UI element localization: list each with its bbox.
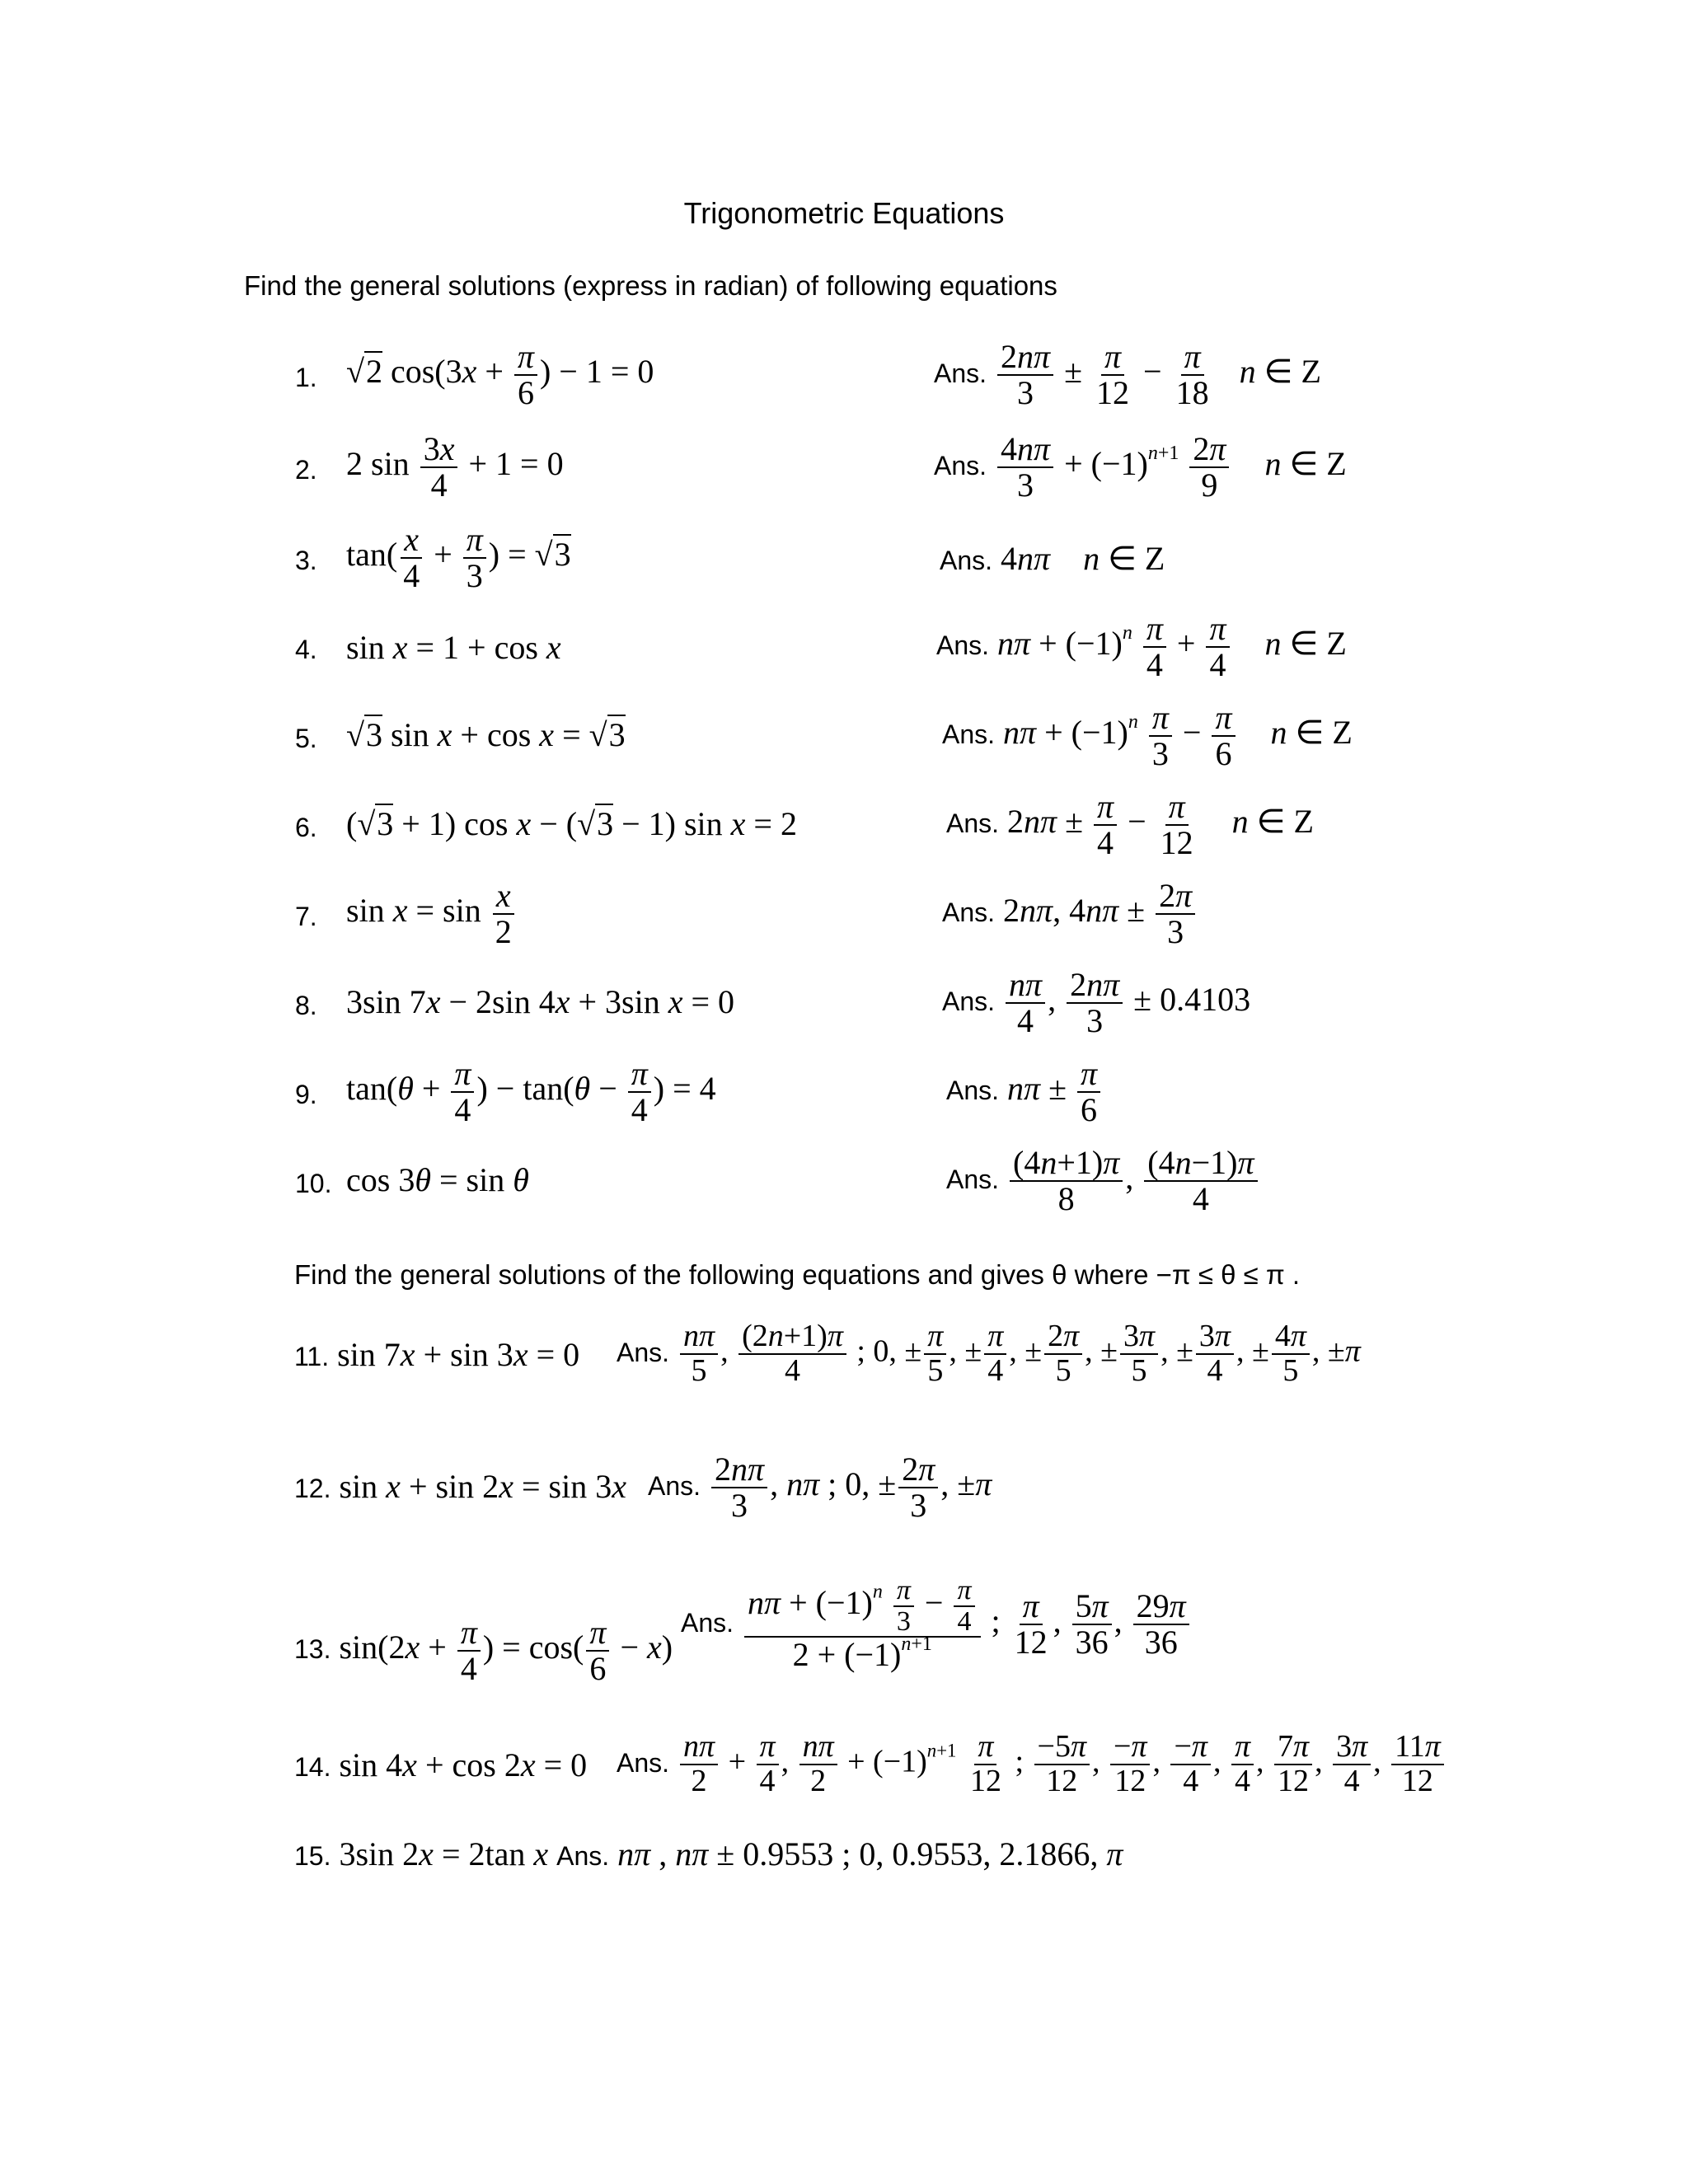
problem-15: 15. 3sin 2x = 2tan x Ans. nπ , nπ ± 0.9553 ; 0, 0.9553, 2.1866, π	[294, 1835, 1123, 1872]
answer: Ans. $n\pi + (-1)^n$ $\frac{\pi}{3}$ − $\frac{\pi}{4}$ $2 + (-1)^{n+1}$ ; $\frac{\pi}{12}$ , $\frac{5\pi}{36}$ , $\frac{29\pi}{36}$	[681, 1576, 1192, 1672]
problem-number: 12.	[294, 1474, 331, 1503]
equation: (√3 + 1) cos x − (√3 − 1) sin x = 2	[346, 805, 797, 842]
problem-11: 11. sin 7x + sin 3x = 0	[294, 1336, 580, 1373]
equation: cos 3θ = sin θ	[346, 1161, 529, 1198]
instruction-general: Find the general solutions (express in radian) of following equations	[244, 270, 1057, 301]
equation: sin x = sin $\frac{x}{2}$	[346, 879, 518, 949]
answer: Ans. 4nπ n ∈ Z	[940, 540, 1165, 577]
equation: tan(θ + $\frac{\pi}{4}$ ) − tan(θ − $\frac{\pi}{4}$ ) = 4	[346, 1055, 716, 1128]
answer: Ans. $\frac{n\pi}{2}$ + $\frac{\pi}{4}$ , $\frac{n\pi}{2}$ + $(-1)^{n+1}$ $\frac{\pi}{12}$ ; $\frac{-5\pi}{12}$ , $\frac{-\pi}{12}$ , $\frac{-\pi}{4}$ , $\frac{\pi}{4}$ , $\frac{7\pi}{12}$ , $\frac{3\pi}{4}$ , $\frac{11\pi}{12}$	[617, 1731, 1447, 1798]
problem-number: 9.	[295, 1080, 317, 1109]
ans-label: Ans.	[946, 1165, 1000, 1195]
ans-label: Ans.	[681, 1607, 734, 1638]
equation: sin x = 1 + cos x	[346, 629, 561, 666]
answer: Ans. $\frac{n\pi}{4}$ , $\frac{2n\pi}{3}$ ± 0.4103	[942, 966, 1251, 1039]
answer: Ans. $\frac{(4n+1)\pi}{8}$ , $\frac{(4n-1)\pi}{4}$	[946, 1146, 1260, 1216]
answer: Ans. $\frac{4n\pi}{3}$ + $(-1)^{n+1}$ $\frac{2\pi}{9}$ n ∈ Z	[934, 430, 1347, 504]
problem-12: 12. sin x + sin 2x = sin 3x	[294, 1468, 626, 1505]
ans-label: Ans.	[942, 987, 996, 1017]
problem-number: 14.	[294, 1752, 331, 1782]
ans-label: Ans.	[617, 1337, 670, 1367]
problem-number: 3.	[295, 546, 317, 575]
problem-number: 4.	[295, 635, 317, 664]
ans-label: Ans.	[617, 1747, 670, 1778]
ans-label: Ans.	[940, 546, 993, 575]
ans-label: Ans.	[556, 1841, 610, 1871]
ans-label: Ans.	[936, 630, 990, 661]
ans-label: Ans.	[648, 1471, 701, 1502]
ans-label: Ans.	[946, 1076, 1000, 1106]
problem-number: 10.	[295, 1169, 332, 1198]
answer: Ans. $\frac{2n\pi}{3}$ , nπ ; 0, ± $\frac{2\pi}{3}$ , ±π	[648, 1451, 992, 1524]
ans-label: Ans.	[942, 898, 996, 928]
ans-label: Ans.	[934, 359, 987, 389]
answer: Ans. $\frac{n\pi}{5}$ , $\frac{(2n+1)\pi}{4}$ ; 0, ± $\frac{\pi}{5}$ , ± $\frac{\pi}{4}$ , ± $\frac{2\pi}{5}$ , ± $\frac{3\pi}{5}$ , ± $\frac{3\pi}{4}$ , ± $\frac{4\pi}{5}$ , ±π	[617, 1319, 1361, 1388]
equation: √2 cos(3x + $\frac{\pi}{6}$ ) − 1 = 0	[346, 338, 654, 411]
problem-14: 14. sin 4x + cos 2x = 0	[294, 1746, 588, 1783]
answer: Ans. 2nπ ± $\frac{\pi}{4}$ − $\frac{\pi}{12}$ n ∈ Z	[946, 788, 1314, 861]
answer: Ans. 2nπ, 4nπ ± $\frac{2\pi}{3}$	[942, 879, 1198, 949]
problem-number: 5.	[295, 724, 317, 753]
problem-number: 13.	[294, 1634, 331, 1665]
answer: Ans. $n\pi + (-1)^n$ $\frac{\pi}{4}$ + $\frac{\pi}{4}$ n ∈ Z	[936, 610, 1347, 683]
problem-number: 6.	[295, 813, 317, 842]
problem-number: 1.	[295, 363, 317, 392]
equation: √3 sin x + cos x = √3	[346, 716, 626, 753]
ans-label: Ans.	[934, 451, 987, 481]
equation: 3sin 7x − 2sin 4x + 3sin x = 0	[346, 983, 735, 1020]
page-title: Trigonometric Equations	[683, 196, 1005, 230]
problem-number: 7.	[295, 902, 317, 931]
problem-number: 15.	[294, 1841, 331, 1871]
answer: Ans. nπ ± $\frac{\pi}{6}$	[946, 1057, 1103, 1127]
answer: Ans. $n\pi + (-1)^n$ $\frac{\pi}{3}$ − $\frac{\pi}{6}$ n ∈ Z	[942, 699, 1353, 772]
answer: Ans. $\frac{2n\pi}{3}$ ± $\frac{\pi}{12}$ − $\frac{\pi}{18}$ n ∈ Z	[934, 338, 1321, 411]
problem-number: 11.	[294, 1342, 330, 1371]
ans-label: Ans.	[946, 808, 1000, 839]
equation: 2 sin $\frac{3x}{4}$ + 1 = 0	[346, 430, 564, 504]
equation: tan( $\frac{x}{4}$ + $\frac{\pi}{3}$ ) = √3	[346, 521, 571, 594]
problem-13: 13. sin(2x + $\frac{\pi}{4}$ ) = cos( $\frac{\pi}{6}$ − x)	[294, 1614, 673, 1687]
problem-number: 8.	[295, 991, 317, 1020]
problem-number: 2.	[295, 455, 317, 485]
ans-label: Ans.	[942, 719, 996, 750]
instruction-range: Find the general solutions of the following equations and gives θ where −π ≤ θ ≤ π .	[294, 1259, 1301, 1290]
